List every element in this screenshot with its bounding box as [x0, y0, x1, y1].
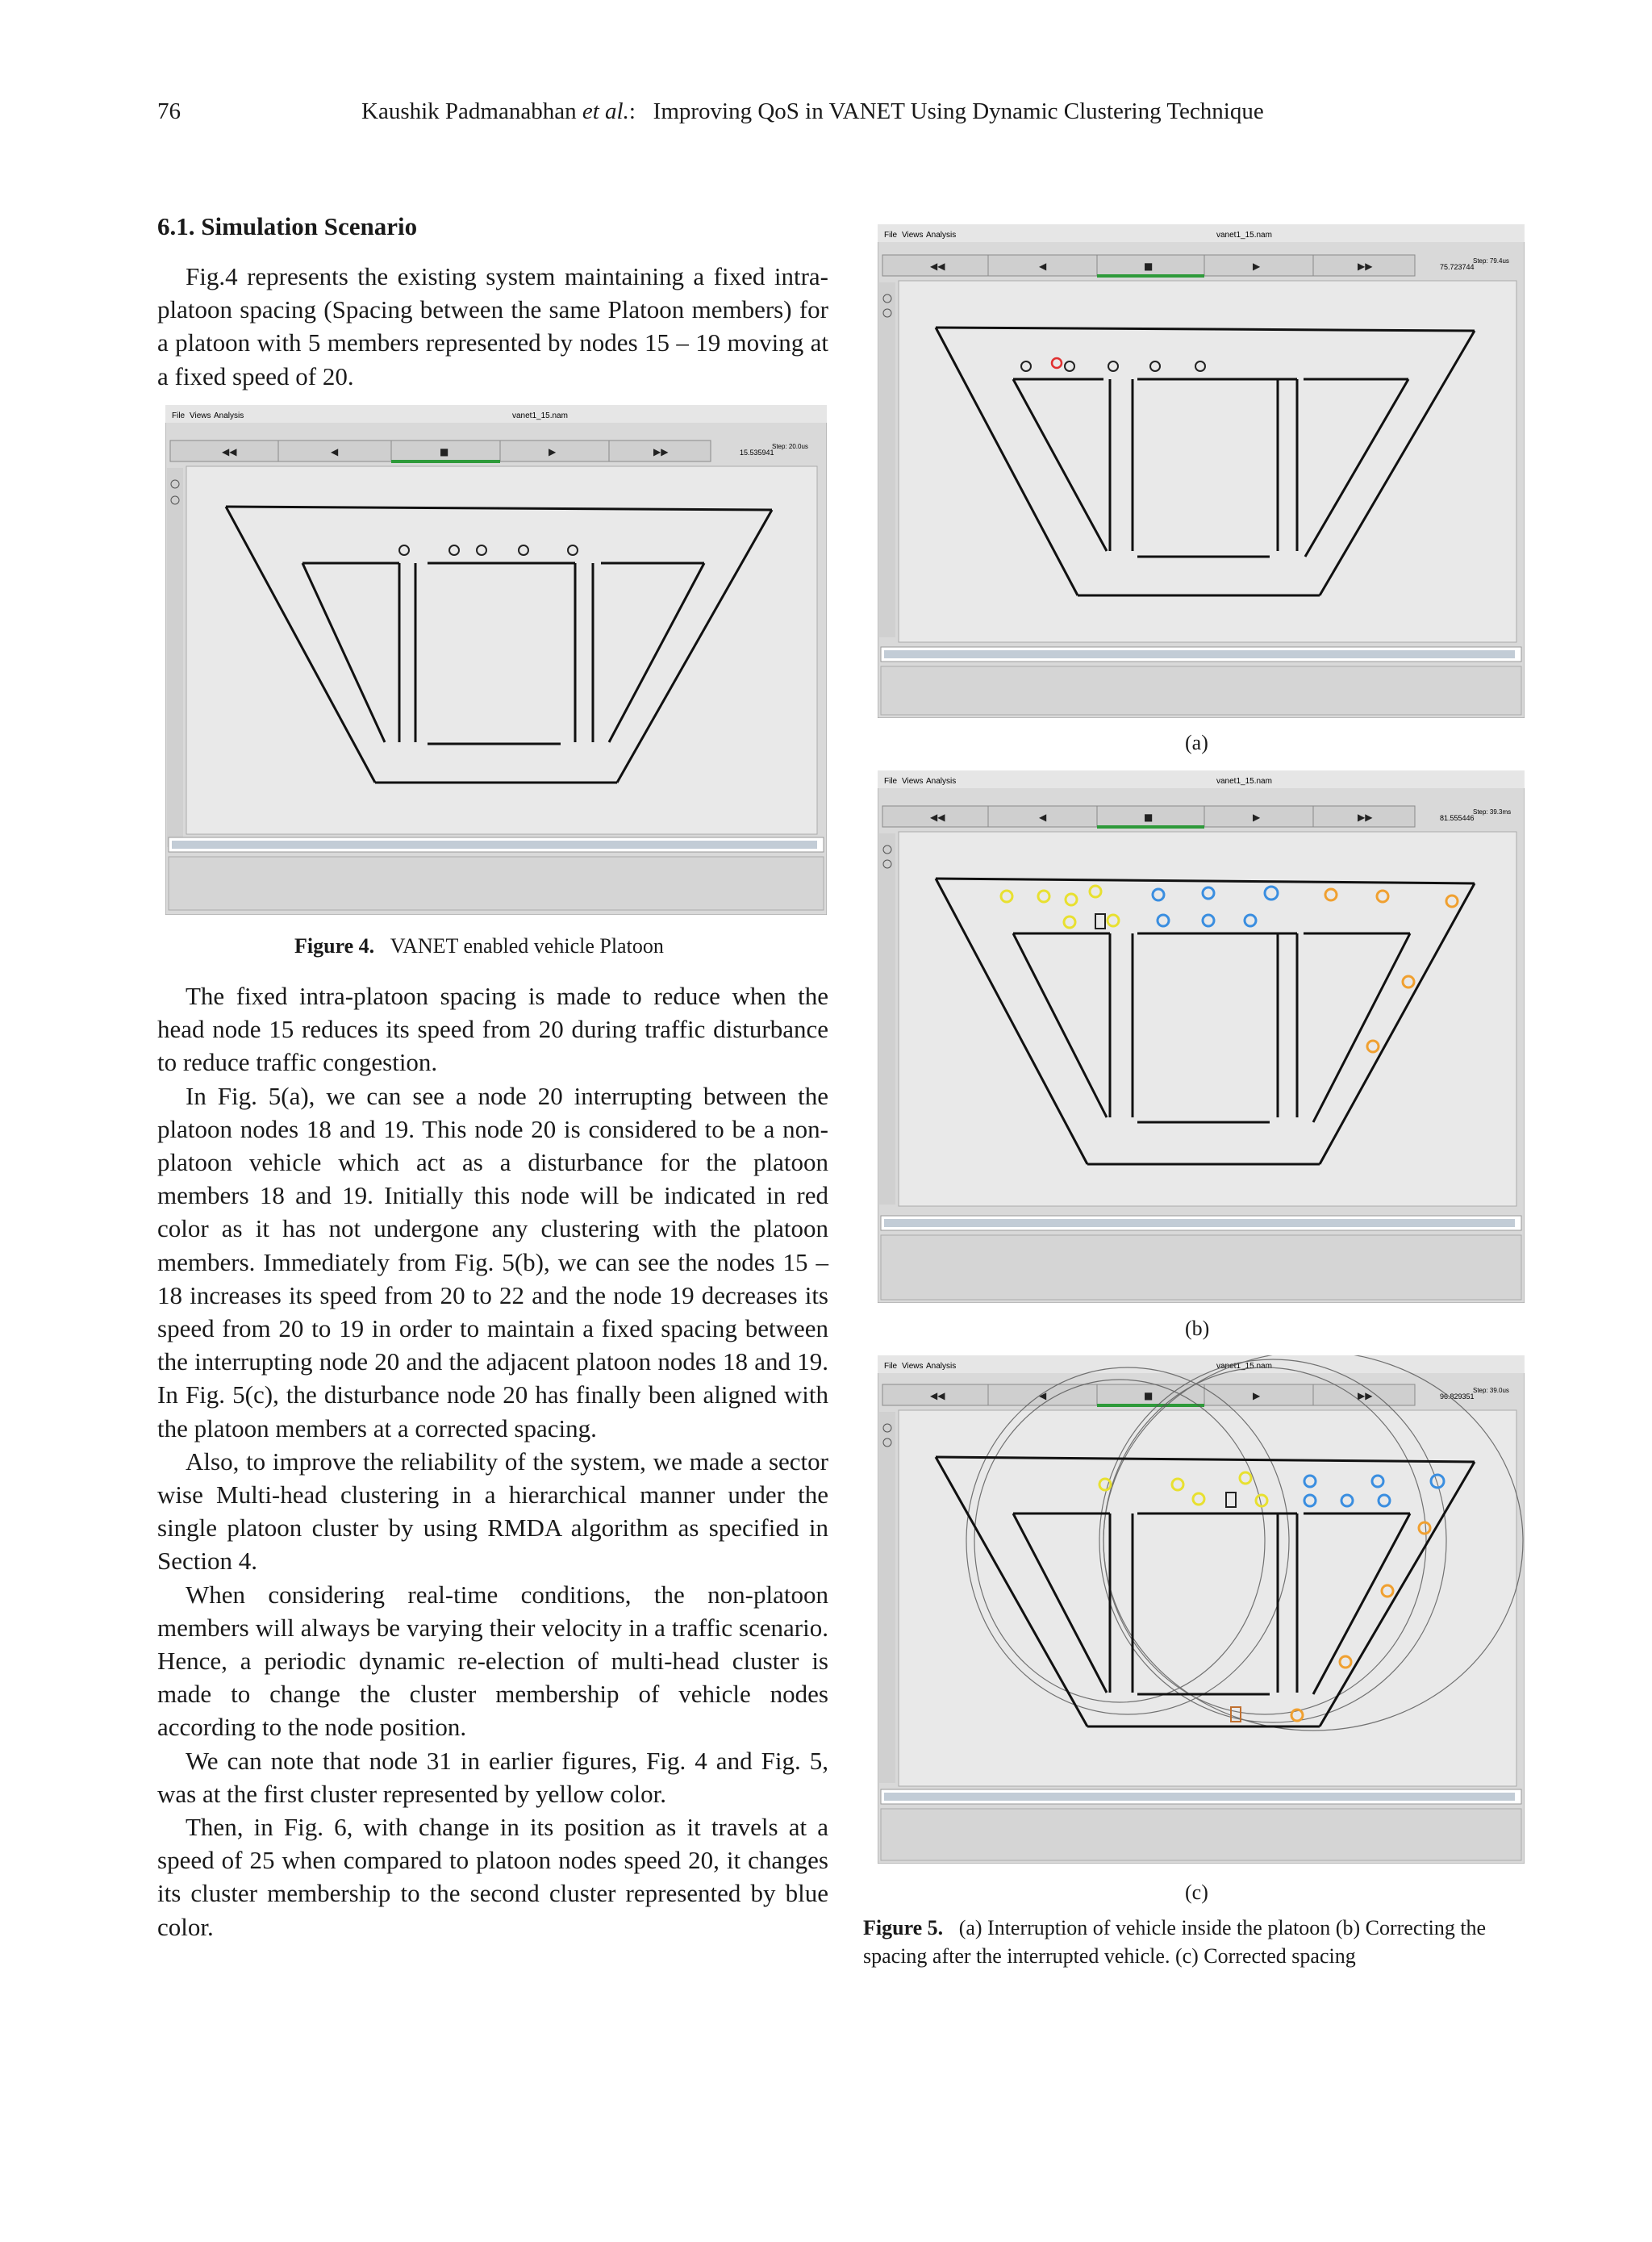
menu-analysis[interactable]: Analysis — [926, 1362, 957, 1371]
sim-time: 81.555446 — [1440, 814, 1475, 822]
window-title: vanet1_15.nam — [1216, 1362, 1272, 1371]
figure-5a-label: (a) — [1185, 731, 1208, 754]
play-icon[interactable]: ▶ — [1253, 1390, 1261, 1401]
step-label: Step: 79.4us — [1473, 257, 1509, 265]
menu-analysis[interactable]: Analysis — [926, 777, 957, 786]
sim-time: 15.535941 — [740, 449, 774, 457]
header-et-al: et al. — [582, 98, 629, 124]
figure-4-screenshot — [165, 405, 827, 915]
play-icon[interactable]: ▶ — [1253, 812, 1261, 823]
header-title: Improving QoS in VANET Using Dynamic Clustering Technique — [653, 98, 1264, 124]
section-title: 6.1. Simulation Scenario — [157, 212, 418, 240]
menu-file[interactable]: File — [884, 777, 898, 786]
menu-views[interactable]: Views — [902, 231, 924, 240]
header-authors: Kaushik Padmanabhan — [361, 98, 577, 124]
figure-5-label: Figure 5. — [863, 1916, 944, 1939]
figure-5c-screenshot — [878, 1355, 1525, 1864]
play-icon[interactable]: ▶ — [1253, 261, 1261, 272]
sim-time: 75.723744 — [1440, 263, 1475, 271]
window-title: vanet1_15.nam — [512, 411, 568, 420]
stop-icon[interactable]: ■ — [1144, 1390, 1153, 1401]
stop-icon[interactable]: ■ — [440, 446, 449, 457]
paragraph-6: We can note that node 31 in earlier figures, Fig. 4 and Fig. 5, was at the first cluster represented by yellow color. — [157, 1746, 828, 1808]
stop-icon[interactable]: ■ — [1144, 812, 1153, 823]
running-header — [361, 98, 1264, 125]
figure-5b-label: (b) — [1185, 1317, 1210, 1340]
figure-4-caption — [294, 932, 664, 960]
menu-file[interactable]: File — [172, 411, 186, 420]
figure-5c-label: (c) — [1185, 1881, 1208, 1904]
back-icon[interactable]: ◀ — [1039, 1390, 1047, 1401]
menu-views[interactable]: Views — [190, 411, 211, 420]
back-icon[interactable]: ◀ — [1039, 812, 1047, 823]
paragraph-3: In Fig. 5(a), we can see a node 20 interrupting between the platoon nodes 18 and 19. This node 20 is considered to be a non-platoon vehicle which act as a disturbance for the platoon members 18 and 19. Initially this node will be indicated in red color as it has not undergone any clustering with the platoon members. Immediately from Fig. 5(b), we can see the nodes 15 – 18 increases its speed from 20 to 22 and the node 19 decreases its speed from 20 to 19 in order to maintain a fixed spacing between the interrupting node 20 and the adjacent platoon nodes 18 and 19. In Fig. 5(c), the disturbance node 20 has finally been aligned with the platoon members at a corrected spacing. — [157, 1081, 828, 1442]
back-icon[interactable]: ◀ — [331, 446, 339, 457]
stop-icon[interactable]: ■ — [1144, 261, 1153, 272]
fast-forward-icon[interactable]: ▶▶ — [1358, 261, 1373, 272]
figure-4-label: Figure 4. — [294, 934, 375, 958]
paragraph-2: The fixed intra-platoon spacing is made to reduce when the head node 15 reduces its speed from 20 during traffic disturbance to reduce traffic congestion. — [157, 982, 828, 1077]
step-label: Step: 39.0us — [1473, 1387, 1509, 1394]
header-separator: : — [628, 98, 636, 124]
fast-forward-icon[interactable]: ▶▶ — [1358, 1390, 1373, 1401]
figure-5a-screenshot — [878, 224, 1525, 718]
figure-4-caption-text: VANET enabled vehicle Platoon — [390, 934, 664, 958]
window-title: vanet1_15.nam — [1216, 777, 1272, 786]
play-icon[interactable]: ▶ — [549, 446, 557, 457]
figure-5b-screenshot — [878, 770, 1525, 1303]
sim-time: 96.829351 — [1440, 1392, 1475, 1401]
menu-views[interactable]: Views — [902, 1362, 924, 1371]
body-text-block-1 — [157, 260, 828, 393]
menu-file[interactable]: File — [884, 231, 898, 240]
step-label: Step: 39.3ms — [1473, 808, 1512, 816]
rewind-icon[interactable]: ◀◀ — [222, 446, 237, 457]
paragraph-5: When considering real-time conditions, the non-platoon members will always be varying their velocity in a traffic scenario. Hence, a periodic dynamic re-election of multi-head cluster is made to change the cluster membership of vehicle nodes according to the node position. — [157, 1580, 828, 1742]
paragraph-1: Fig.4 represents the existing system maintaining a fixed intra-platoon spacing (Spacing between the same Platoon members) for a platoon with 5 members represented by nodes 15 – 19 moving at a fixed speed of 20. — [157, 262, 828, 390]
back-icon[interactable]: ◀ — [1039, 261, 1047, 272]
fast-forward-icon[interactable]: ▶▶ — [1358, 812, 1373, 823]
paragraph-7: Then, in Fig. 6, with change in its position as it travels at a speed of 25 when compared to platoon nodes speed 20, it changes its cluster membership to the second cluster represented by blue color. — [157, 1813, 828, 1941]
rewind-icon[interactable]: ◀◀ — [930, 812, 945, 823]
menu-file[interactable]: File — [884, 1362, 898, 1371]
menu-analysis[interactable]: Analysis — [926, 231, 957, 240]
menu-views[interactable]: Views — [902, 777, 924, 786]
rewind-icon[interactable]: ◀◀ — [930, 1390, 945, 1401]
paragraph-4: Also, to improve the reliability of the system, we made a sector wise Multi-head clustering in a hierarchical manner under the single platoon cluster by using RMDA algorithm as specified in Section 4. — [157, 1447, 828, 1576]
body-text-block-2 — [157, 979, 828, 1943]
window-title: vanet1_15.nam — [1216, 231, 1272, 240]
rewind-icon[interactable]: ◀◀ — [930, 261, 945, 272]
step-label: Step: 20.0us — [772, 443, 808, 450]
page-number: 76 — [157, 98, 181, 124]
figure-5-caption — [863, 1914, 1549, 1970]
menu-analysis[interactable]: Analysis — [214, 411, 244, 420]
fast-forward-icon[interactable]: ▶▶ — [653, 446, 669, 457]
figure-5-caption-text: (a) Interruption of vehicle inside the platoon (b) Correcting the spacing after the interrupted vehicle. (c) Corrected spacing — [863, 1916, 1487, 1968]
